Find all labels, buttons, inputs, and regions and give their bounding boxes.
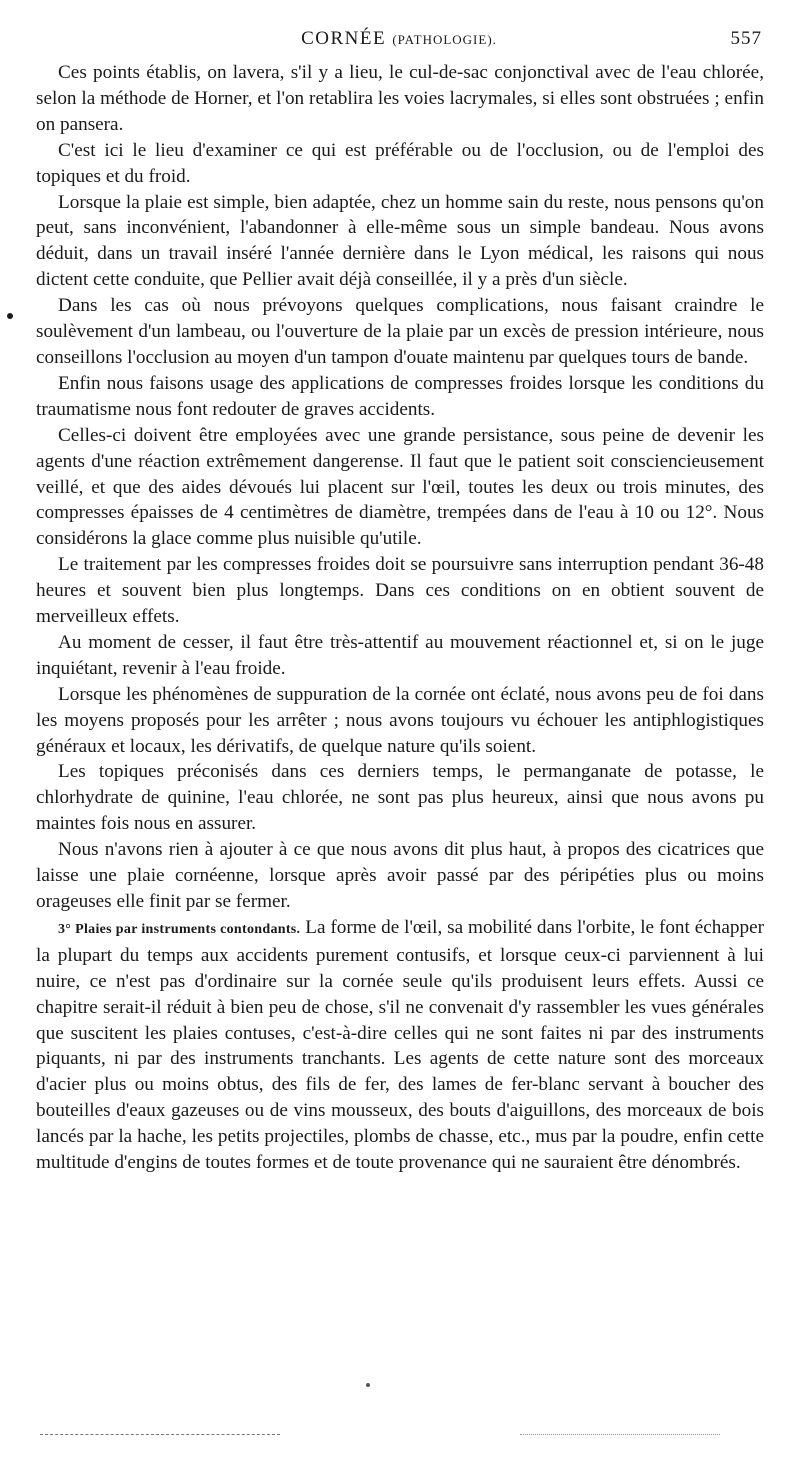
running-header [36, 28, 762, 58]
paragraph: C'est ici le lieu d'examiner ce qui est préférable ou de l'occlusion, ou de l'emploi des topiques et du froid. [36, 139, 764, 187]
paragraph: Enfin nous faisons usage des applications de compresses froides lorsque les conditions du traumatisme nous font redouter de graves accidents. [36, 372, 764, 420]
paragraph: Lorsque la plaie est simple, bien adaptée, chez un homme sain du reste, nous pensons qu'on peut, sans inconvénient, l'abandonner à elle-même sous un simple bandeau. Nous avons déduit, dans un travail inséré l'année dernière dans le Lyon médical, les raisons qui nous dictent cette conduite, que Pellier avait déjà conseillée, il y a près d'un siècle. [36, 191, 764, 291]
margin-mark [7, 313, 13, 319]
paragraph: Ces points établis, on lavera, s'il y a lieu, le cul-de-sac conjonctival avec de l'eau chlorée, selon la méthode de Horner, et l'on retablira les voies lacrymales, si elles sont obstruées ; enfin on pansera. [36, 62, 764, 135]
paragraph: Lorsque les phénomènes de suppuration de la cornée ont éclaté, nous avons peu de foi dans les moyens proposés pour les arrêter ; nous avons toujours vu échouer les antiphlogistiques généraux et locaux, les dérivatifs, de quelque nature qu'ils soient. [36, 683, 764, 757]
running-title [36, 28, 762, 50]
page-number: 557 [730, 28, 762, 49]
running-title-sub: (PATHOLOGIE). [392, 32, 497, 47]
paragraph: Les topiques préconisés dans ces derniers temps, le permanganate de potasse, le chlorhydrate de quinine, l'eau chlorée, ne sont pas plus heureux, ainsi que nous avons pu maintes fois nous en assurer. [36, 761, 764, 835]
bottom-rule [40, 1434, 280, 1435]
body-text [36, 60, 764, 1176]
running-title-main: CORNÉE [301, 28, 387, 49]
paragraph: Celles-ci doivent être employées avec une grande persistance, sous peine de devenir les agents d'une réaction extrêmement dangerense. Il faut que le patient soit consciencieusement veillé, et que des aides dévoués lui placent sur l'œil, toutes les deux ou trois minutes, des compresses épaisses de 4 centimètres de diamètre, trempées dans de l'eau à 10 ou 12°. Nous considérons la glace comme plus nuisible qu'utile. [36, 424, 764, 550]
paragraph: Le traitement par les compresses froides doit se poursuivre sans interruption pendant 36-48 heures et souvent bien plus longtemps. Dans ces conditions on en obtient souvent de merveilleux effets. [36, 554, 764, 628]
paragraph: Dans les cas où nous prévoyons quelques complications, nous faisant craindre le soulèvement d'un lambeau, ou l'ouverture de la plaie par un excès de pression intérieure, nous conseillons l'occlusion au moyen d'un tampon d'ouate maintenu par quelques tours de bande. [36, 295, 764, 368]
section-heading: 3° Plaies par instruments contondants. [58, 921, 301, 937]
section-paragraph [36, 915, 764, 1176]
bottom-rule-right [520, 1434, 720, 1435]
paragraph: Au moment de cesser, il faut être très-attentif au mouvement réactionnel et, si on le juge inquiétant, revenir à l'eau froide. [36, 631, 764, 679]
stray-mark [366, 1383, 370, 1387]
section-text: La forme de l'œil, sa mobilité dans l'orbite, le font échapper la plupart du temps aux accidents purement contusifs, et lorsque ceux-ci parviennent à lui nuire, ce n'est pas d'ordinaire sur la cornée seule qu'ils produisent leurs effets. Aussi ce chapitre serait-il réduit à bien peu de chose, s'il ne convenait d'y rassembler les vues générales que suscitent les plaies contuses, c'est-à-dire celles qui ne sont faites ni par des instruments piquants, ni par des instruments tranchants. Les agents de cette nature sont des morceaux d'acier plus ou moins obtus, des fils de fer, des lames de fer-blanc servant à boucher des bouteilles d'eaux gazeuses ou de vins mousseux, des bouts d'aiguillons, des morceaux de bois lancés par la hache, les petits projectiles, plombs de chasse, etc., mus par la poudre, enfin cette multitude d'engins de toutes formes et de toute provenance qui ne sauraient être dénombrés. [36, 916, 764, 1174]
paragraph: Nous n'avons rien à ajouter à ce que nous avons dit plus haut, à propos des cicatrices que laisse une plaie cornéenne, lorsque après avoir passé par des péripéties plus ou moins orageuses elle finit par se fermer. [36, 839, 764, 912]
